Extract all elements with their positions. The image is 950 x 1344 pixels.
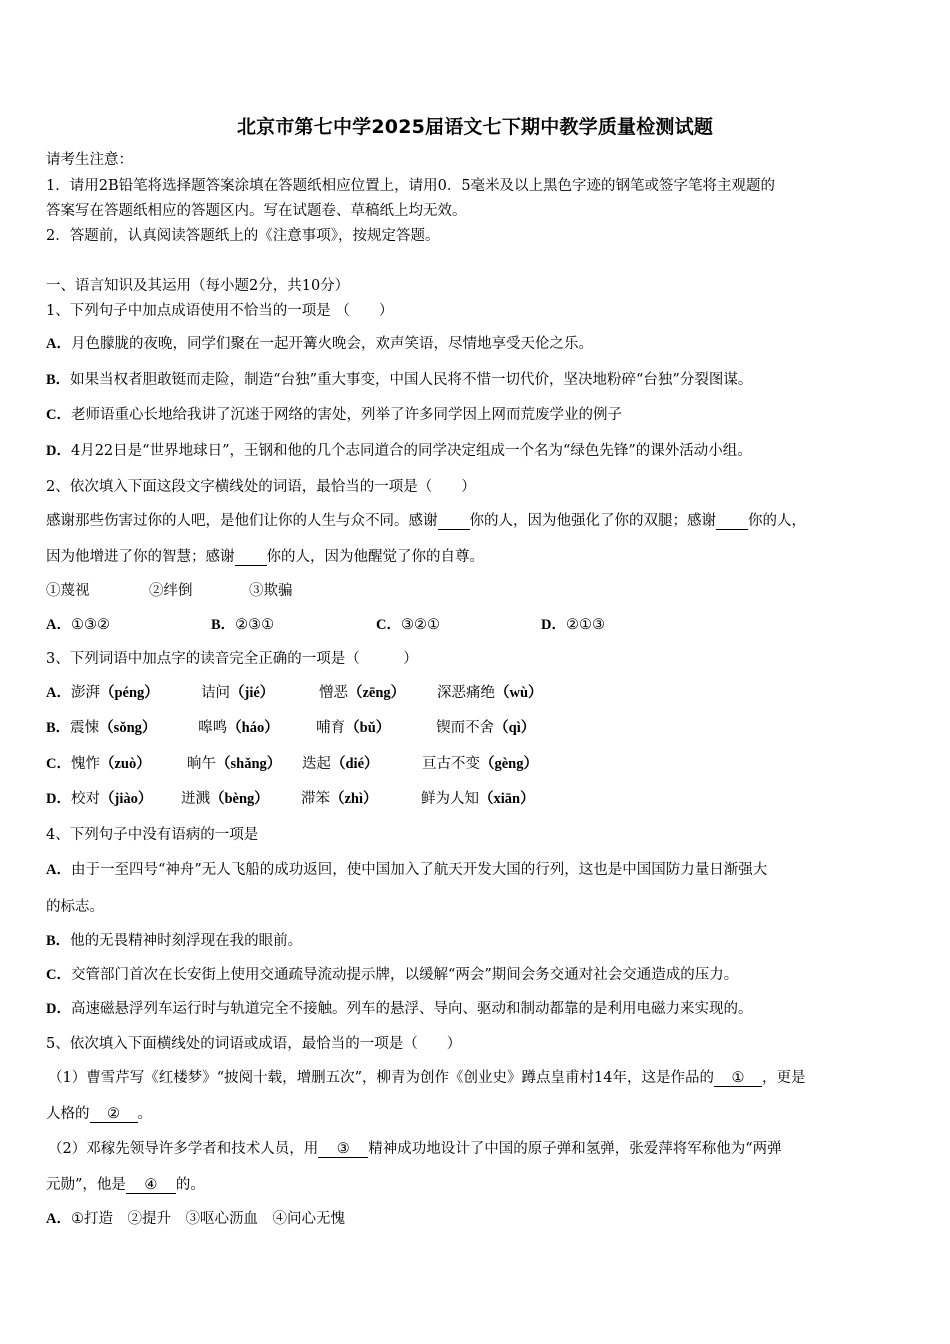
pinyin: （dié） bbox=[330, 756, 379, 772]
word-item: ②绊倒 bbox=[149, 583, 193, 599]
q3-option-c bbox=[46, 754, 910, 774]
option-label: C． bbox=[376, 617, 401, 633]
option-text: ②①③ bbox=[565, 617, 605, 633]
pinyin: （bèng） bbox=[209, 791, 269, 807]
option-label: A． bbox=[46, 862, 71, 878]
q2-option-b bbox=[211, 615, 376, 635]
blank bbox=[438, 513, 470, 530]
option-label: D． bbox=[46, 791, 71, 807]
page-title: 北京市第七中学2025届语文七下期中教学质量检测试题 bbox=[236, 116, 714, 138]
passage-text: 你的人，因为他强化了你的双腿；感谢 bbox=[469, 513, 716, 529]
word-item: ③欺骗 bbox=[249, 583, 293, 599]
sentence-text: （1）曹雪芹写《红楼梦》“披阅十载，增删五次”，柳青为创作《创业史》蹲点皇甫村14年，这是作品的 bbox=[48, 1070, 714, 1086]
q2-word-list bbox=[46, 581, 910, 601]
pinyin: （háo） bbox=[227, 720, 279, 736]
word: 鲜为人知 bbox=[420, 791, 479, 807]
pinyin: （gèng） bbox=[479, 756, 538, 772]
pinyin: （zuò） bbox=[99, 756, 151, 772]
q5-sentence-2 bbox=[48, 1139, 910, 1159]
pinyin: （xiān） bbox=[478, 791, 535, 807]
q3-option-b bbox=[46, 718, 910, 738]
word: 深恶痛绝 bbox=[436, 685, 495, 701]
word: 校对 bbox=[70, 791, 100, 807]
passage-text: 你的人，因为他醒觉了你的自尊。 bbox=[266, 549, 484, 565]
passage-text: 因为他增进了你的智慧；感谢 bbox=[46, 549, 235, 565]
blank: ② bbox=[90, 1106, 138, 1123]
word-item: ①蔑视 bbox=[46, 583, 90, 599]
q2-passage-line-1 bbox=[46, 511, 910, 531]
q4-option-a bbox=[46, 860, 910, 880]
passage-text: 你的人， bbox=[748, 513, 806, 529]
q4-stem: 4、下列句子中没有语病的一项是 bbox=[46, 827, 259, 843]
blank: ④ bbox=[126, 1177, 176, 1194]
option-text: ①③② bbox=[70, 617, 110, 633]
sentence-text: 人格的 bbox=[46, 1106, 90, 1122]
word: 迸溅 bbox=[180, 791, 210, 807]
option-label: A． bbox=[46, 685, 71, 701]
section-heading: 一、语言知识及其运用（每小题2分，共10分） bbox=[46, 278, 350, 294]
q2-options bbox=[46, 615, 910, 635]
blank: ③ bbox=[318, 1141, 368, 1158]
q4-option-a-cont: 的标志。 bbox=[46, 899, 104, 915]
word: 憎恶 bbox=[318, 685, 348, 701]
pinyin: （jié） bbox=[229, 685, 275, 701]
word: 哺育 bbox=[316, 720, 346, 736]
q4-option-b bbox=[46, 931, 910, 951]
blank bbox=[716, 513, 748, 530]
pinyin: （shǎng） bbox=[215, 756, 282, 772]
word: 嗥鸣 bbox=[198, 720, 228, 736]
option-text: 交管部门首次在长安街上使用交通疏导流动提示牌，以缓解“两会”期间会务交通对社会交通造成的压力。 bbox=[70, 967, 739, 983]
sentence-text: （2）邓稼先领导许多学者和技术人员，用 bbox=[48, 1141, 319, 1157]
word: 晌午 bbox=[186, 756, 216, 772]
sentence-text: 精神成功地设计了中国的原子弹和氢弹，张爱萍将军称他为“两弹 bbox=[368, 1141, 782, 1157]
notice-line-1: 1．请用2B铅笔将选择题答案涂填在答题纸相应位置上，请用0．5毫米及以上黑色字迹的钢笔或签字笔将主观题的 bbox=[46, 178, 776, 194]
notice-heading: 请考生注意： bbox=[46, 152, 133, 168]
option-label: B． bbox=[46, 720, 71, 736]
option-label: D． bbox=[46, 443, 71, 459]
q5-option-a bbox=[46, 1209, 910, 1229]
pinyin: （wù） bbox=[494, 685, 543, 701]
q1-stem: 1、下列句子中加点成语使用不恰当的一项是 （ ） bbox=[46, 303, 394, 319]
option-text: 月色朦胧的夜晚，同学们聚在一起开篝火晚会，欢声笑语，尽情地享受天伦之乐。 bbox=[70, 336, 593, 352]
q5-sentence-1 bbox=[48, 1068, 910, 1088]
q1-option-a bbox=[46, 334, 910, 354]
notice-line-2: 答案写在答题纸相应的答题区内。写在试题卷、草稿纸上均无效。 bbox=[46, 203, 467, 219]
option-label: D． bbox=[541, 617, 566, 633]
pinyin: （zēng） bbox=[347, 685, 406, 701]
q5-stem: 5、依次填入下面横线处的词语或成语，最恰当的一项是（ ） bbox=[46, 1036, 462, 1052]
sentence-text: ，更是 bbox=[762, 1070, 806, 1086]
option-text: 如果当权者胆敢铤而走险，制造“台独”重大事变，中国人民将不惜一切代价，坚决地粉碎“台独”分裂图谋。 bbox=[70, 372, 753, 388]
q3-option-d bbox=[46, 789, 910, 809]
pinyin: （péng） bbox=[99, 685, 159, 701]
option-label: A． bbox=[46, 617, 71, 633]
option-text: ①打造 ②提升 ③呕心沥血 ④问心无愧 bbox=[70, 1211, 345, 1227]
q5-sentence-2-cont bbox=[46, 1175, 910, 1195]
word: 愧怍 bbox=[70, 756, 100, 772]
word: 滞笨 bbox=[300, 791, 330, 807]
option-label: C． bbox=[46, 967, 71, 983]
q1-option-b bbox=[46, 370, 910, 390]
pinyin: （zhì） bbox=[329, 791, 378, 807]
option-label: C． bbox=[46, 407, 71, 423]
word: 澎湃 bbox=[70, 685, 100, 701]
option-label: D． bbox=[46, 1001, 71, 1017]
pinyin: （bǔ） bbox=[345, 720, 391, 736]
q3-option-a bbox=[46, 683, 910, 703]
q5-sentence-1-cont bbox=[46, 1104, 910, 1124]
option-text: 由于一至四号“神舟”无人飞船的成功返回，使中国加入了航天开发大国的行列，这也是中国国防力量日渐强大 bbox=[70, 862, 768, 878]
option-text: ③②① bbox=[400, 617, 440, 633]
word: 锲而不舍 bbox=[436, 720, 495, 736]
q2-option-a bbox=[46, 615, 211, 635]
q2-option-d bbox=[541, 615, 605, 635]
sentence-text: 的。 bbox=[175, 1177, 205, 1193]
option-text: 高速磁悬浮列车运行时与轨道完全不接触。列车的悬浮、导向、驱动和制动都靠的是利用电磁力来实现的。 bbox=[70, 1001, 753, 1017]
pinyin: （sǒng） bbox=[99, 720, 157, 736]
option-label: C． bbox=[46, 756, 71, 772]
option-text: ②③① bbox=[235, 617, 275, 633]
option-text: 老师语重心长地给我讲了沉迷于网络的害处，列举了许多同学因上网而荒废学业的例子 bbox=[70, 407, 622, 423]
option-label: A． bbox=[46, 336, 71, 352]
sentence-text: 。 bbox=[137, 1106, 152, 1122]
blank bbox=[235, 549, 267, 566]
q4-option-c bbox=[46, 965, 910, 985]
option-text: 他的无畏精神时刻浮现在我的眼前。 bbox=[70, 933, 303, 949]
word: 亘古不变 bbox=[421, 756, 480, 772]
q3-stem: 3、下列词语中加点字的读音完全正确的一项是（ ） bbox=[46, 651, 418, 667]
q2-passage-line-2 bbox=[46, 547, 910, 567]
passage-text: 感谢那些伤害过你的人吧，是他们让你的人生与众不同。感谢 bbox=[46, 513, 438, 529]
option-label: A． bbox=[46, 1211, 71, 1227]
notice-line-3: 2．答题前，认真阅读答题纸上的《注意事项》，按规定答题。 bbox=[46, 228, 440, 244]
pinyin: （qì） bbox=[494, 720, 536, 736]
q1-option-c bbox=[46, 405, 910, 425]
word: 迭起 bbox=[301, 756, 331, 772]
option-text: 4月22日是“世界地球日”，王钢和他的几个志同道合的同学决定组成一个名为“绿色先锋”的课外活动小组。 bbox=[70, 443, 752, 459]
q2-option-c bbox=[376, 615, 541, 635]
option-label: B． bbox=[46, 933, 71, 949]
sentence-text: 元勋”，他是 bbox=[46, 1177, 126, 1193]
q4-option-d bbox=[46, 999, 910, 1019]
option-label: B． bbox=[46, 372, 71, 388]
q2-stem: 2、依次填入下面这段文字横线处的词语，最恰当的一项是（ ） bbox=[46, 479, 476, 495]
word: 诘问 bbox=[200, 685, 230, 701]
q1-option-d bbox=[46, 441, 910, 461]
pinyin: （jiào） bbox=[99, 791, 153, 807]
word: 震悚 bbox=[70, 720, 100, 736]
blank: ① bbox=[714, 1070, 762, 1087]
option-label: B． bbox=[211, 617, 236, 633]
